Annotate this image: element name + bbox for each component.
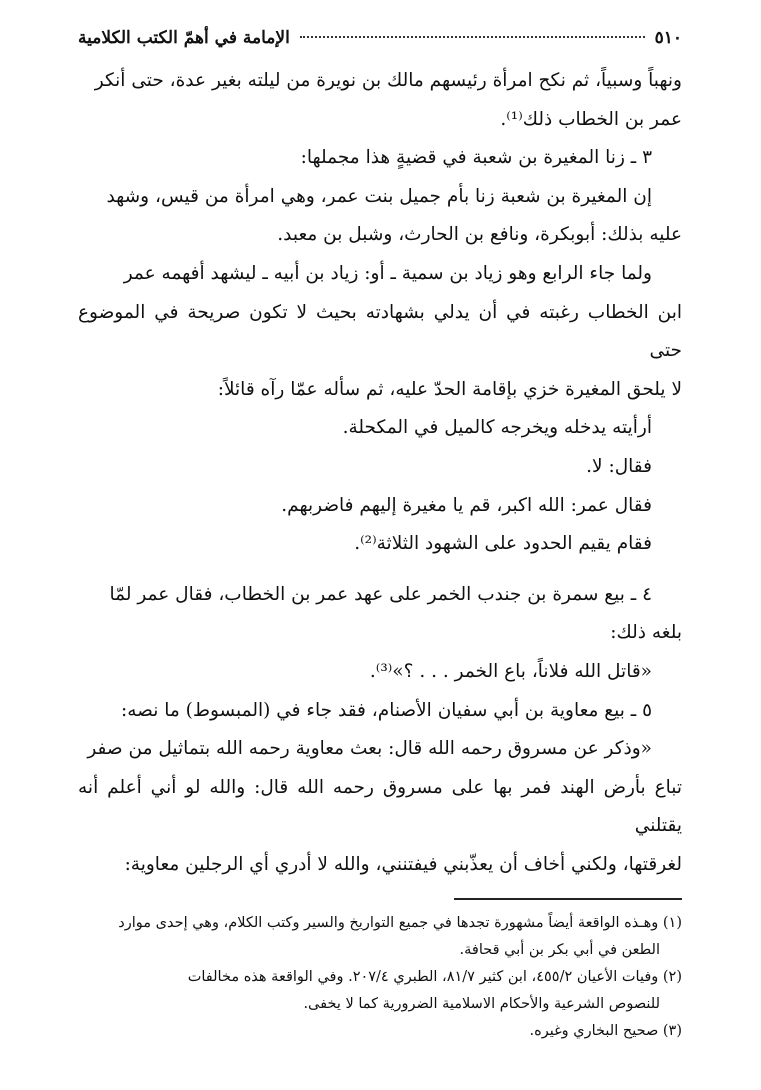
footnote-separator <box>454 898 682 900</box>
text-line: تباع بأرض الهند فمر بها على مسروق رحمه الله قال: والله لو أني أعلم أنه يقتلني <box>78 776 682 837</box>
text-line: ٥ ـ بيع معاوية بن أبي سفيان الأصنام، فقد جاء في (المبسوط) ما نصه: <box>121 699 652 721</box>
main-text <box>78 62 682 884</box>
text-line: فقال عمر: الله اكبر، قم يا مغيرة إليهم فاضربهم. <box>281 494 652 516</box>
footnote-line: (٣) صحيح البخاري وغيره. <box>529 1023 682 1040</box>
text-line: لا يلحق المغيرة خزي بإقامة الحدّ عليه، ثم سأله عمّا رآه قائلاً: <box>217 378 682 400</box>
book-page <box>78 28 682 1068</box>
text-line: بلغه ذلك: <box>610 622 682 644</box>
footnote-line: الطعن في أبي بكر بن أبي قحافة. <box>459 942 660 959</box>
footnote-line: للنصوص الشرعية والأحكام الاسلامية الضرورية كما لا يخفى. <box>303 996 660 1013</box>
text-line: «قاتل الله فلاناً، باع الخمر . . . ؟»⁽³⁾. <box>369 660 652 682</box>
text-line: ٤ ـ بيع سمرة بن جندب الخمر على عهد عمر بن الخطاب، فقال عمر لمّا <box>109 583 652 605</box>
text-line: لغرقتها، ولكني أخاف أن يعذّبني فيفتنني، والله لا أدري أي الرجلين معاوية: <box>124 853 682 875</box>
text-line: عمر بن الخطاب ذلك⁽¹⁾. <box>500 108 682 130</box>
text-line: فقال: لا. <box>586 455 652 477</box>
page-header <box>78 28 682 62</box>
running-title: الإمامة في أهمّ الكتب الكلامية <box>78 28 290 48</box>
header-dot-leader <box>300 36 645 38</box>
text-line: إن المغيرة بن شعبة زنا بأم جميل بنت عمر، وهي امرأة من قيس، وشهد <box>106 185 652 207</box>
text-line: ولما جاء الرابع وهو زياد بن سمية ـ أو: زياد بن أبيه ـ ليشهد أفهمه عمر <box>123 262 652 284</box>
footnote-line: (٢) وفيات الأعيان ٤٥٥/٢، ابن كثير ٨١/٧، الطبري ٢٠٧/٤. وفي الواقعة هذه مخالفات <box>187 969 682 986</box>
text-line: ابن الخطاب رغبته في أن يدلي بشهادته بحيث لا تكون صريحة في الموضوع حتى <box>78 301 682 362</box>
paragraph-gap <box>78 564 682 576</box>
page-number: ٥١٠ <box>654 28 682 48</box>
text-line: «وذكر عن مسروق رحمه الله قال: بعث معاوية رحمه الله بتماثيل من صفر <box>87 738 652 760</box>
text-line: أرأيته يدخله ويخرجه كالميل في المكحلة. <box>342 417 652 439</box>
text-line: ونهباً وسبياً، ثم نكح امرأة رئيسهم مالك بن نويرة من ليلته بغير عدة، حتى أنكر <box>94 70 682 91</box>
text-line: فقام يقيم الحدود على الشهود الثلاثة⁽²⁾. <box>354 533 652 555</box>
footnotes <box>78 910 682 1045</box>
text-line: ٣ ـ زنا المغيرة بن شعبة في قضيةٍ هذا مجملها: <box>300 147 652 169</box>
footnote-line: (١) وهـذه الواقعة أيضاً مشهورة تجدها في جميع التواريخ والسير وكتب الكلام، وهي إحدى موارد <box>118 915 682 932</box>
text-line: عليه بذلك: أبوبكرة، ونافع بن الحارث، وشبل بن معبد. <box>277 224 682 246</box>
